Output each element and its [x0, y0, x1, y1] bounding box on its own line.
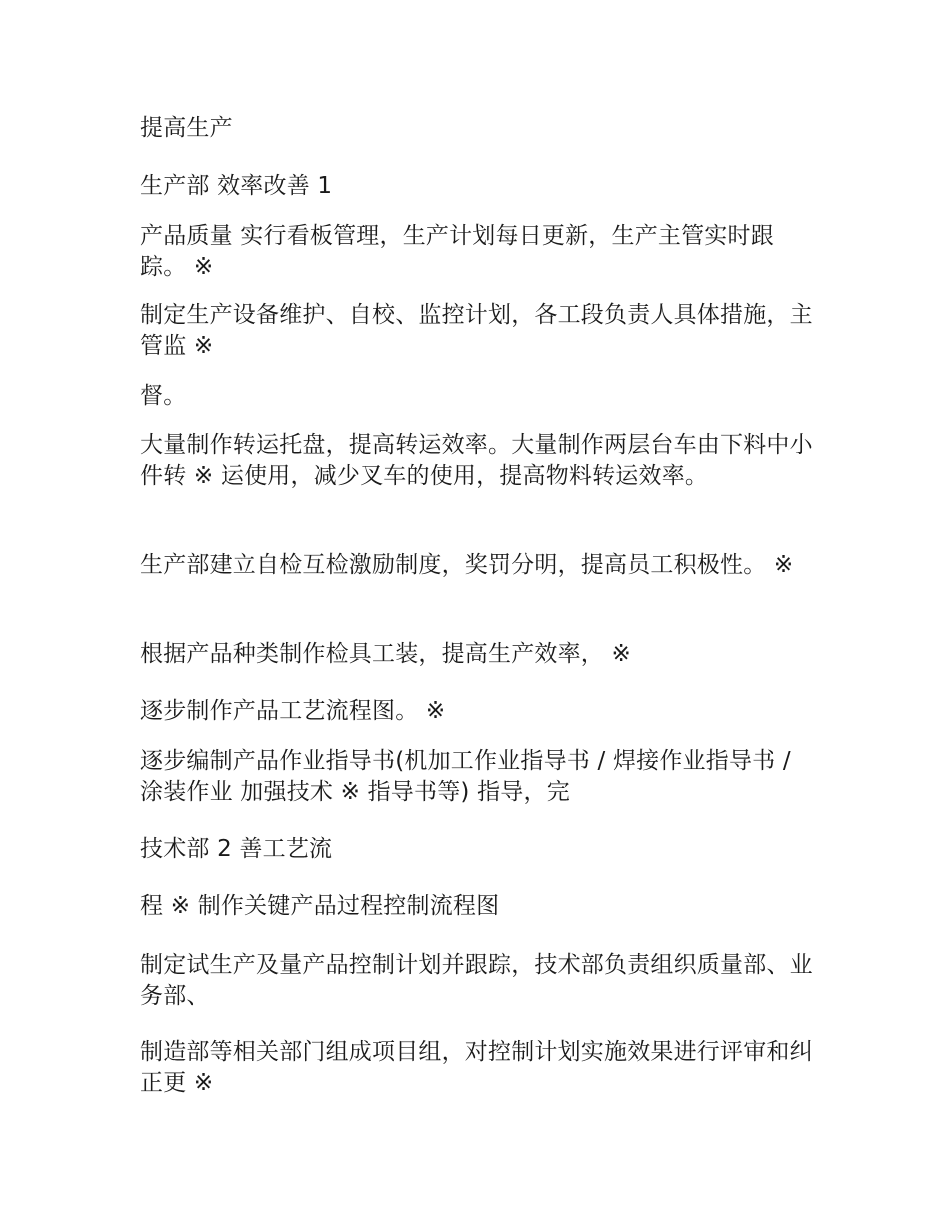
paragraph-equipment: 制定生产设备维护、自校、监控计划，各工段负责人具体措施，主管监 ※ [140, 302, 813, 359]
paragraph-project-team: 制造部等相关部门组成项目组，对控制计划实施效果进行评审和纠正更 ※ [140, 1039, 813, 1096]
paragraph-section-technical: 技术部 2 善工艺流 [140, 836, 333, 862]
paragraph-supervise: 督。 [140, 383, 187, 409]
paragraph-fixtures: 根据产品种类制作检具工装，提高生产效率， ※ [140, 641, 631, 667]
paragraph-section-production: 生产部 效率改善 1 [140, 173, 333, 199]
paragraph-flowchart: 逐步制作产品工艺流程图。 ※ [140, 698, 446, 724]
paragraph-kanban: 产品质量 实行看板管理，生产计划每日更新，生产主管实时跟踪。 ※ [140, 223, 774, 280]
paragraph-process-control: 程 ※ 制作关键产品过程控制流程图 [140, 893, 500, 919]
paragraph-incentive: 生产部建立自检互检激励制度，奖罚分明，提高员工积极性。 ※ [140, 552, 794, 578]
paragraph-trial-production: 制定试生产及量产品控制计划并跟踪，技术部负责组织质量部、业务部、 [140, 952, 813, 1009]
paragraph-pallets: 大量制作转运托盘，提高转运效率。大量制作两层台车由下料中小件转 ※ 运使用，减少叉车的使用，提高物料转运效率。 [140, 432, 813, 489]
paragraph-instructions: 逐步编制产品作业指导书(机加工作业指导书 / 焊接作业指导书 / 涂装作业 加强技术 ※ 指导书等) 指导，完 [140, 748, 791, 805]
paragraph-title: 提高生产 [140, 115, 233, 141]
